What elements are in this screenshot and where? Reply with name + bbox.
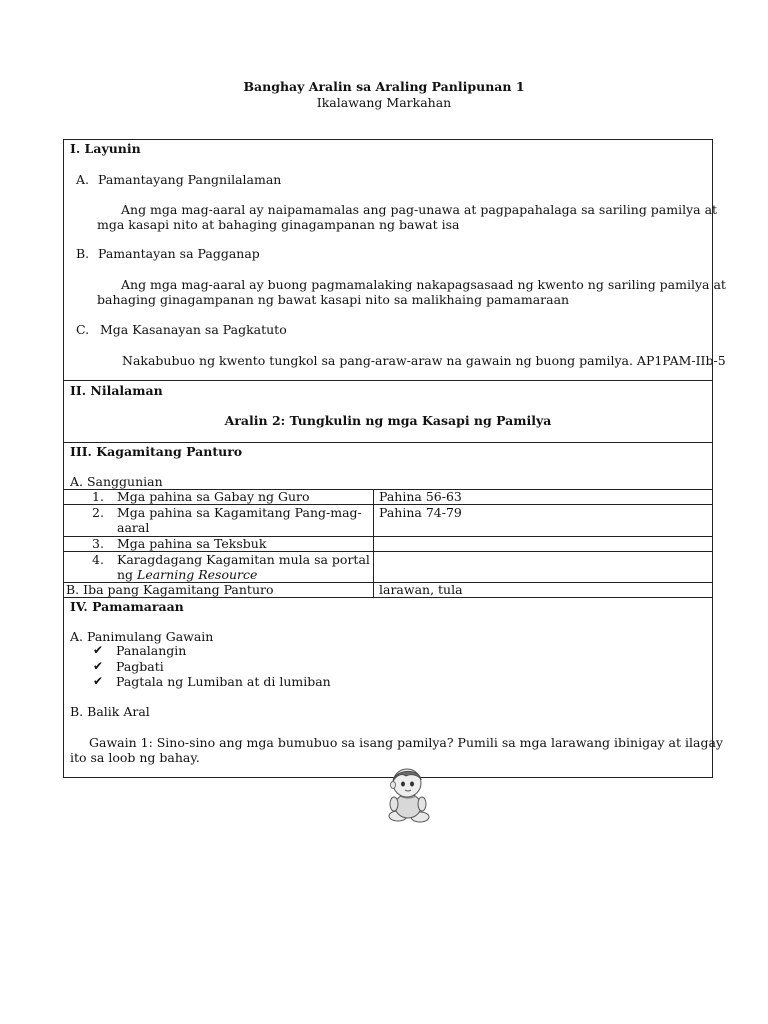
column-divider	[373, 489, 374, 597]
row-value: Pahina 74-79	[379, 505, 462, 520]
row-label: Mga pahina sa Gabay ng Guro	[117, 489, 310, 504]
section-heading-layunin: I. Layunin	[70, 141, 141, 156]
activity-item: Panalangin	[116, 643, 187, 658]
content-standard-text-1: Ang mga mag-aaral ay naipamamalas ang pag-unawa at pagpapahalaga sa sariling pamilya at	[121, 202, 718, 217]
row-label-prefix: ng	[117, 567, 138, 582]
row-number: 2.	[92, 505, 104, 520]
lesson-plan-table	[63, 139, 726, 778]
row-value: Pahina 56-63	[379, 489, 462, 504]
gawain-text-1: Gawain 1: Sino-sino ang mga bumubuo sa isang pamilya? Pumili sa mga larawang ibinigay at ilagay	[89, 735, 723, 750]
performance-standard-text-1: Ang mga mag-aaral ay buong pagmamalaking nakapagsasaad ng kwento ng sariling pamilya at	[121, 277, 726, 292]
item-label-a: A.	[76, 172, 90, 187]
row-label: Karagdagang Kagamitan mula sa portal	[117, 552, 370, 567]
row-number: 4.	[92, 552, 104, 567]
row-number: 1.	[92, 489, 104, 504]
content-standard-text-2: mga kasapi nito at bahaging ginagampanan ng bawat isa	[97, 217, 460, 232]
item-label-c: C.	[76, 322, 90, 337]
divider	[64, 380, 712, 381]
learning-competency-text: Nakabubuo ng kwento tungkol sa pang-araw-araw na gawain ng buong pamilya. AP1PAM-IIb-5	[122, 353, 726, 368]
section-heading-kagamitan: III. Kagamitang Panturo	[70, 444, 243, 459]
row-label: Mga pahina sa Teksbuk	[117, 536, 267, 551]
divider	[64, 597, 712, 598]
gawain-text-2: ito sa loob ng bahay.	[70, 750, 200, 765]
row-label-continued	[117, 567, 257, 582]
checkmark-icon: ✔	[93, 659, 104, 673]
balik-aral-label: B. Balik Aral	[70, 704, 150, 719]
row-number: 3.	[92, 536, 104, 551]
row-label-continued: aaral	[117, 520, 150, 535]
checkmark-icon: ✔	[93, 674, 104, 688]
activity-item: Pagbati	[116, 659, 164, 674]
lesson-title: Aralin 2: Tungkulin ng mga Kasapi ng Pamilya	[224, 413, 552, 428]
panimulang-gawain-label: A. Panimulang Gawain	[70, 629, 214, 644]
activity-item: Pagtala ng Lumiban at di lumiban	[116, 674, 331, 689]
checkmark-icon: ✔	[93, 643, 104, 657]
mga-kasanayan-title: Mga Kasanayan sa Pagkatuto	[100, 322, 287, 337]
performance-standard-text-2: bahaging ginagampanan ng bawat kasapi nito sa malikhaing pamamaraan	[97, 292, 570, 307]
item-label-b: B.	[76, 246, 90, 261]
document-subtitle: Ikalawang Markahan	[316, 95, 452, 110]
iba-pang-value: larawan, tula	[379, 582, 463, 597]
row-label: Mga pahina sa Kagamitang Pang-mag-	[117, 505, 362, 520]
sanggunian-label: A. Sanggunian	[70, 474, 163, 489]
section-heading-nilalaman: II. Nilalaman	[70, 383, 163, 398]
iba-pang-label: B. Iba pang Kagamitang Panturo	[66, 582, 274, 597]
pamantayang-pangnilalaman-title: Pamantayang Pangnilalaman	[98, 172, 282, 187]
pamantayan-sa-pagganap-title: Pamantayan sa Pagganap	[98, 246, 260, 261]
document-title: Banghay Aralin sa Araling Panlipunan 1	[243, 79, 525, 94]
learning-resource-text: Learning Resource	[137, 567, 258, 582]
divider	[64, 442, 712, 443]
baby-illustration	[382, 766, 434, 824]
section-heading-pamamaraan: IV. Pamamaraan	[70, 599, 184, 614]
